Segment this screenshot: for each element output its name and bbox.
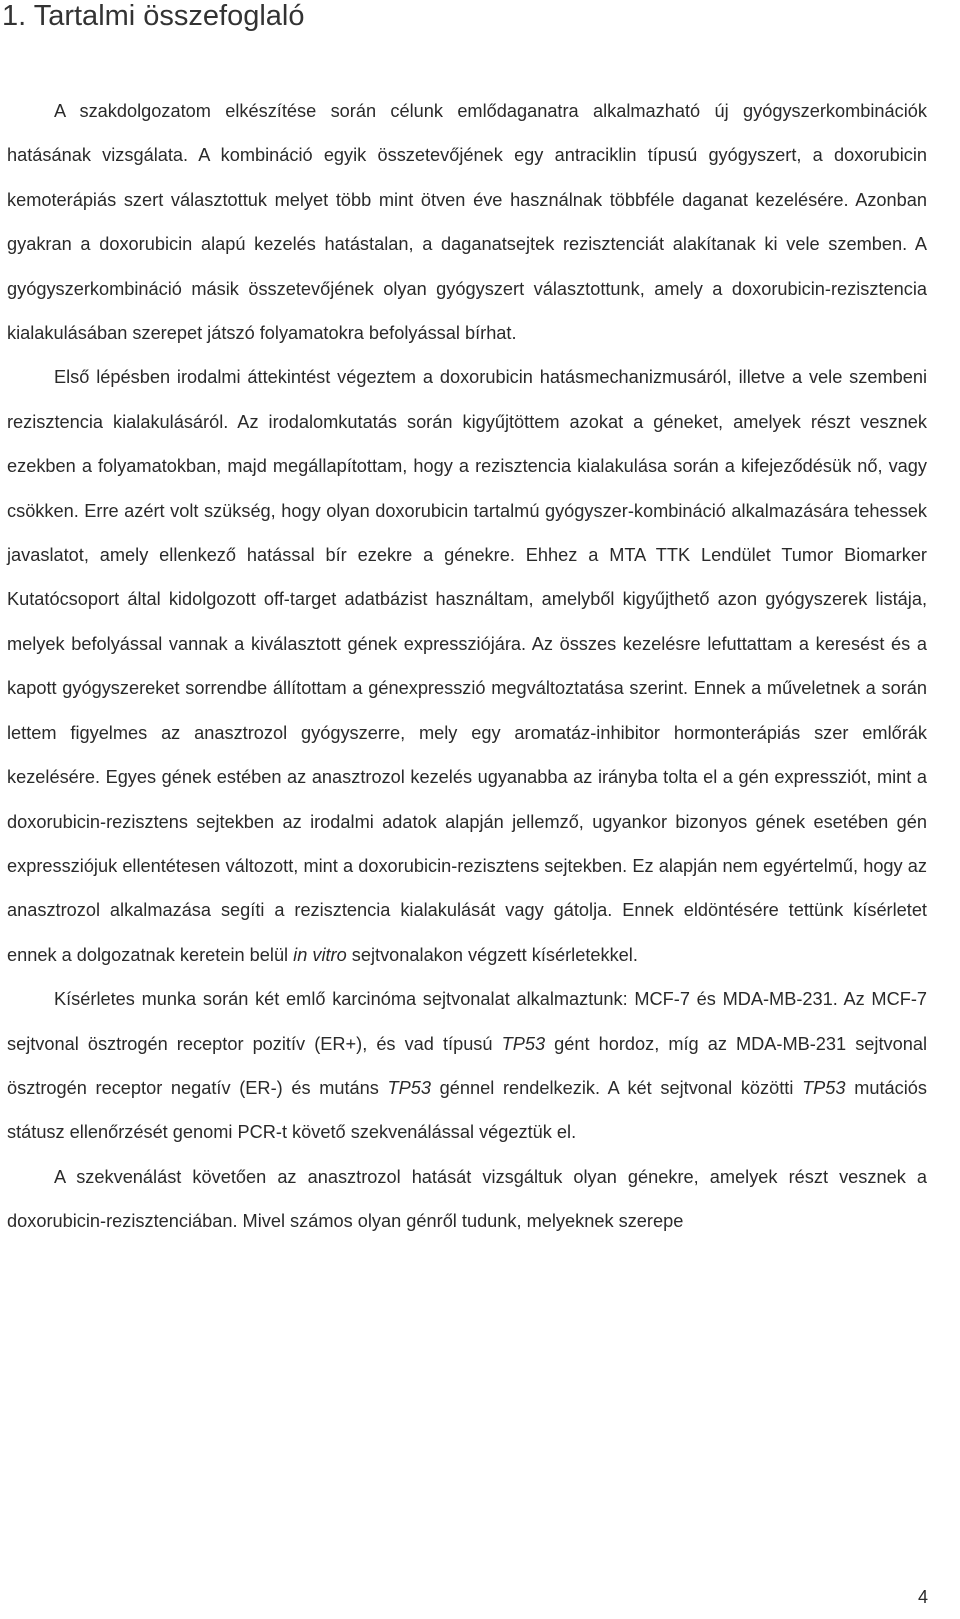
paragraph — [7, 977, 927, 1155]
italic-text: TP53 — [501, 1033, 546, 1054]
text-run: A szakdolgozatom elkészítése során célunk emlődaganatra alkalmazható új gyógyszerkombinációk hatásának vizsgálata. A kombináció egyik összetevőjének egy antraciklin típusú gyógyszert, a doxorubicin kemoterápiás szert választottuk melyet több mint ötven éve használnak többféle daganat kezelésére. Azonban gyakran a doxorubicin alapú kezelés hatástalan, a daganatsejtek rezisztenciát alakítanak ki vele szemben. A gyógyszerkombináció másik összetevőjének olyan gyógyszert választottunk, amely a doxorubicin-rezisztencia kialakulásában szerepet játszó folyamatokra befolyással bírhat. — [7, 101, 927, 344]
paragraph — [7, 355, 927, 977]
paragraph — [7, 89, 927, 355]
text-run: sejtvonalakon végzett kísérletekkel. — [346, 944, 638, 965]
text-run: mutációs státusz ellenőrzését genomi PCR-t követő szekvenálással végeztük el. — [7, 1077, 927, 1143]
section-heading: 1. Tartalmi összefoglaló — [2, 0, 305, 32]
text-run: A szekvenálást követően az anasztrozol hatását vizsgáltuk olyan génekre, amelyek részt vesznek a doxorubicin-rezisztenciában. Mivel számos olyan génről tudunk, melyeknek szerepe — [7, 1166, 927, 1232]
summary-body — [7, 89, 927, 1244]
italic-text: TP53 — [802, 1077, 846, 1098]
text-run: Kísérletes munka során két emlő karcinóma sejtvonalat alkalmaztunk: MCF-7 és MDA-MB-231. Az MCF-7 sejtvonal ösztrogén receptor pozitív (ER+), és vad típusú — [7, 989, 927, 1054]
italic-text: in vitro — [293, 944, 347, 965]
italic-text: TP53 — [387, 1077, 432, 1098]
text-run: Első lépésben irodalmi áttekintést végeztem a doxorubicin hatásmechanizmusáról, illetve a vele szembeni rezisztencia kialakulásáról. Az irodalomkutatás során kigyűjtöttem azokat a géneket, amelyek részt vesznek ezekben a folyamatokban, majd megállapítottam, hogy a rezisztencia kialakulása során a kifejeződésük nő, vagy csökken. Erre azért volt szükség, hogy olyan doxorubicin tartalmú gyógyszer-kombináció alkalmazására tehessek javaslatot, amely ellenkező hatással bír ezekre a génekre. Ehhez a MTA TTK Lendület Tumor Biomarker Kutatócsoport által kidolgozott off-target adatbázist használtam, amelyből kigyűjthető azon gyógyszerek listája, melyek befolyással vannak a kiválasztott gének expressziójára. Az összes kezelésre lefuttattam a keresést és a kapott gyógyszereket sorrendbe állítottam a génexpresszió megváltoztatása szerint. Ennek a műveletnek a során lettem figyelmes az anasztrozol gyógyszerre, mely egy aromatáz-inhibitor hormonterápiás szer emlőrák kezelésére. Egyes gének estében az anasztrozol kezelés ugyanabba az irányba tolta el a gén expressziót, mint a doxorubicin-rezisztens sejtekben az irodalmi adatok alapján jellemző, ugyankor bizonyos gének esetében gén expressziójuk ellentétesen változott, mint a doxorubicin-rezisztens sejtekben. Ez alapján nem egyértelmű, hogy az anasztrozol alkalmazása segíti a rezisztencia kialakulását vagy gátolja. Ennek eldöntésére tettünk kísérletet ennek a dolgozatnak keretein belül — [7, 367, 927, 965]
paragraph — [7, 1155, 927, 1244]
text-run: génnel rendelkezik. A két sejtvonal közötti — [431, 1077, 803, 1098]
text-run: gént hordoz, míg az MDA-MB-231 sejtvonal ösztrogén receptor negatív (ER-) és mutáns — [7, 1033, 927, 1098]
page-number: 4 — [917, 1587, 928, 1607]
